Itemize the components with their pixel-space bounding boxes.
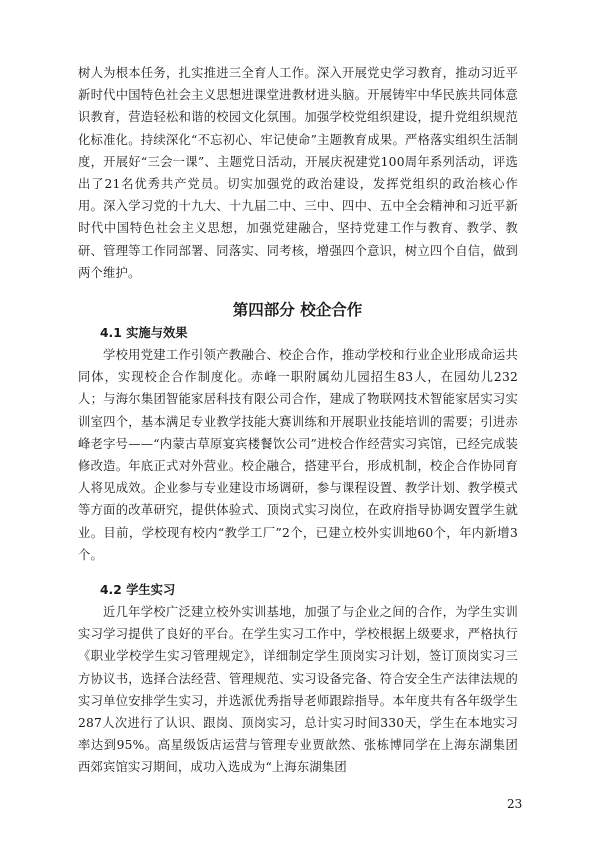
subsection-title-4-1: 4.1 实施与效果: [100, 326, 188, 340]
subsection-title-4-2: 4.2 学生实习: [100, 583, 176, 597]
body-paragraph-2: 学校用党建工作引领产教融合、校企合作，推动学校和行业企业形成命运共同体，实现校企合作制度化。赤峰一职附属幼儿园招生83人，在园幼儿232人；与海尔集团智能家居科技有限公司合作，建成了物联网技术智能家居实习实训室四个，基本满足专业教学技能大赛训练和开展职业技能培训的需要；引进赤峰老字号——“内蒙古草原宴宾楼餐饮公司”进校合作经营实习宾馆，已经完成装修改造。年底正式对外营业。校企融合，搭建平台，形成机制，校企合作协同育人将见成效。企业参与专业建设市场调研，参与课程设置、教学计划、教学模式等方面的改革研究，提供体验式、顶岗式实习岗位，在政府指导协调安置学生就业。目前，学校现有校内“教学工厂”2个，已建立校外实训地60个，年内新增3个。: [78, 348, 518, 562]
body-paragraph-3: 近几年学校广泛建立校外实训基地，加强了与企业之间的合作，为学生实训实习学习提供了良好的平台。在学生实习工作中，学校根据上级要求，严格执行《职业学校学生实习管理规定》，详细制定学生顶岗实习计划，签订顶岗实习三方协议书，选择合法经营、管理规范、实习设备完备、符合安全生产法律法规的实习单位安排学生实习，并选派优秀指导老师跟踪指导。本年度共有各年级学生287人次进行了认识、跟岗、顶岗实习，总计实习时间330天，学生在本地实习率达到95%。高星级饭店运营与管理专业贾歆然、张栋博同学在上海东湖集团西郊宾馆实习期间，成功入选成为“上海东湖集团: [78, 605, 518, 775]
body-paragraph-1: 树人为根本任务，扎实推进三全育人工作。深入开展党史学习教育，推动习近平新时代中国特色社会主义思想进课堂进教材进头脑。开展铸牢中华民族共同体意识教育，营造轻松和谐的校园文化氛围。加强学校党组织建设，提升党组织规范化标准化。持续深化“不忘初心、牢记使命”主题教育成果。严格落实组织生活制度，开展好“三会一课”、主题党日活动，开展庆祝建党100周年系列活动，评选出了21名优秀共产党员。切实加强党的政治建设，发挥党组织的政治核心作用。深入学习党的十九大、十九届二中、三中、四中、五中全会精神和习近平新时代中国特色社会主义思想，加强党建融合，坚持党建工作与教育、教学、教研、管理等工作同部署、同落实、同考核，增强四个意识，树立四个自信，做到两个维护。: [78, 66, 518, 280]
page-number: 23: [507, 797, 523, 811]
section-title: 第四部分 校企合作: [232, 301, 363, 319]
